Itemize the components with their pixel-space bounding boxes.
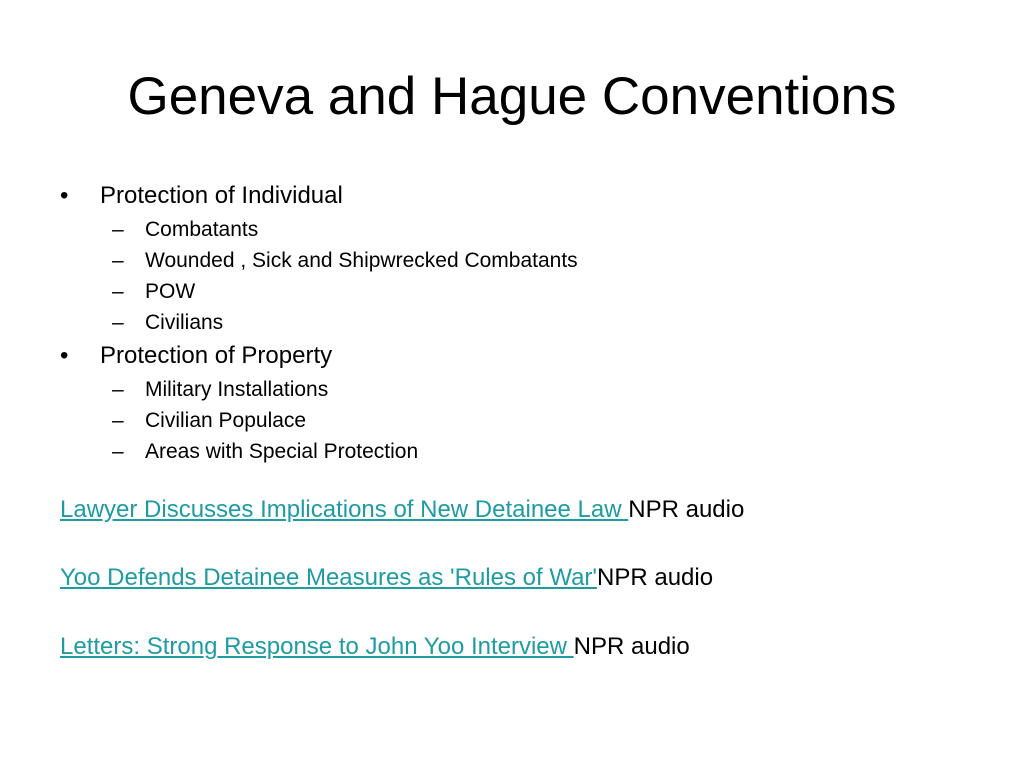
sub-marker: – — [112, 249, 124, 272]
sub-item-civilians — [100, 307, 960, 338]
sub-list-property — [100, 374, 960, 467]
sub-item-pow — [100, 276, 960, 307]
sub-item-label: POW — [145, 280, 196, 303]
sub-marker: – — [112, 311, 124, 334]
npr-audio-label: NPR audio — [597, 564, 714, 591]
link-line-yoo-defends — [60, 562, 713, 594]
link-yoo-defends[interactable]: Yoo Defends Detainee Measures as 'Rules of War' — [60, 564, 597, 591]
slide-title: Geneva and Hague Conventions — [127, 67, 897, 126]
bullet-list — [60, 178, 960, 467]
bullet-label: Protection of Property — [100, 342, 333, 369]
link-line-letters-response — [60, 631, 690, 663]
bullet-item-protection-of-property — [60, 338, 960, 467]
sub-item-label: Combatants — [145, 218, 259, 241]
sub-marker: – — [112, 409, 124, 432]
npr-audio-label: NPR audio — [628, 496, 745, 523]
bullet-marker: • — [60, 182, 69, 209]
sub-item-label: Military Installations — [145, 378, 329, 401]
sub-list-individual — [100, 214, 960, 338]
link-letters-response[interactable]: Letters: Strong Response to John Yoo Interview — [60, 633, 574, 660]
sub-item-label: Wounded , Sick and Shipwrecked Combatants — [145, 249, 578, 272]
link-line-detainee-law — [60, 494, 744, 526]
sub-item-label: Civilians — [145, 311, 224, 334]
bullet-marker: • — [60, 342, 69, 369]
sub-item-civilian-populace — [100, 405, 960, 436]
sub-item-military-installations — [100, 374, 960, 405]
sub-marker: – — [112, 218, 124, 241]
sub-item-combatants — [100, 214, 960, 245]
npr-audio-label: NPR audio — [573, 633, 690, 660]
sub-marker: – — [112, 440, 124, 463]
sub-marker: – — [112, 280, 124, 303]
sub-marker: – — [112, 378, 124, 401]
sub-item-special-protection — [100, 436, 960, 467]
bullet-label: Protection of Individual — [100, 182, 343, 209]
sub-item-label: Areas with Special Protection — [145, 440, 419, 463]
link-detainee-law[interactable]: Lawyer Discusses Implications of New Detainee Law — [60, 496, 629, 523]
bullet-item-protection-of-individual — [60, 178, 960, 338]
sub-item-wounded — [100, 245, 960, 276]
sub-item-label: Civilian Populace — [145, 409, 307, 432]
